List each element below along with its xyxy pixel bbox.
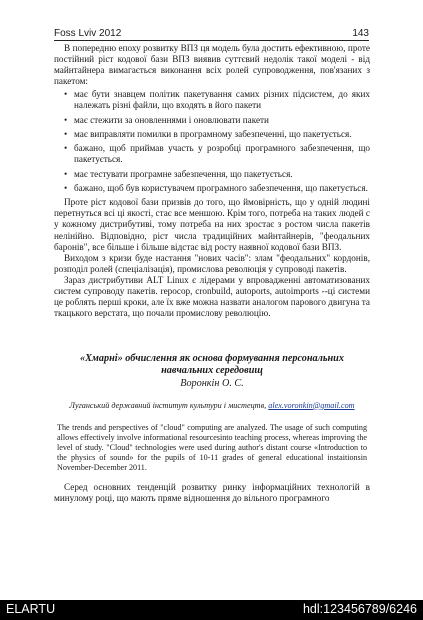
handle-identifier: hdl:123456789/6246	[302, 602, 417, 616]
bullet-icon: •	[64, 182, 68, 193]
bullet-icon: •	[64, 129, 68, 140]
paragraph: Виходом з кризи буде настання "нових часів": злам "феодальних" кордонів, розподіл ролей (спеціалізація), промислова революція у супроводі пакетів.	[54, 252, 370, 274]
list-item-text: має тестувати програмне забезпечення, що пакетується.	[74, 168, 293, 179]
article-abstract	[54, 423, 370, 473]
status-bar	[0, 600, 423, 620]
paragraph: Зараз дистрибутиви ALT Linux є лідерами у впровадженні автоматизованих систем супроводу пакетів. repocop, cronbuild, autoports, autoimports --ці системи це роблять перші кроки, але їх вже можна назвати аналогом парового двигуна та ткацького верстата, що почали промислову революцію.	[54, 274, 371, 319]
list-item	[64, 169, 370, 180]
article-title-line: «Хмарні» обчислення як основа формування персональних	[80, 353, 344, 365]
list-item-text: має бути знавцем політик пакетування самих різних підсистем, до яких належать різні файли, що входять в його пакети	[74, 89, 370, 111]
affiliation-text: Луганський державний інститут культури і мистецтв,	[69, 400, 267, 410]
list-item-text: має виправляти помилки в програмному забезпеченні, що пакетується.	[74, 129, 352, 140]
abstract-text: The trends and perspectives of "cloud" computing are analyzed. The usage of such computing allows effectively involve informational resourcesinto teaching process, whereas improving the level of study. "Cloud" technologies were used during author's distant course «Introduction to the physics of sound» for the pupils of 10-11 grades of general educational instaitionsin November-December 2011.	[57, 422, 367, 472]
section-spacer	[54, 319, 370, 353]
list-item	[64, 115, 370, 126]
conference-name: Foss Lviv 2012	[54, 28, 122, 39]
page-content	[54, 43, 370, 504]
article-intro-paragraph: Серед основних тенденцій розвитку ринку інформаційних технологій в минулому році, що мають пряме відношення до вільного програмного	[54, 481, 370, 503]
list-item	[64, 143, 370, 165]
list-item	[64, 183, 370, 194]
list-item-text: бажано, щоб приймав участь у розробці програмного забезпечення, що пакетується.	[74, 143, 370, 165]
paragraph: В попередню епоху розвитку ВПЗ ця модель була достить ефективною, проте постійний ріст кодової бази ВПЗ виявив суттєвий недолік такої моделі - від майнтайнера вимагається виконання всіх ролей супроводження, пов'язаних з пакетом:	[54, 43, 370, 87]
bullet-icon: •	[64, 168, 68, 179]
repository-name: ELARTU	[6, 602, 56, 616]
author-affiliation	[54, 400, 370, 411]
author-email-link[interactable]: alex.voronkin@gmail.com	[268, 400, 355, 410]
bullet-icon: •	[64, 143, 68, 154]
bullet-list	[54, 89, 370, 194]
list-item-text: має стежити за оновленнями і оновлювати пакети	[74, 114, 269, 125]
paragraph: Проте ріст кодової бази призвів до того, що ймовірність, що у одній людині перетнуться всі ці якості, стає все меншою. Крім того, потреба на таких людей с у кожному дистрибутиві, тому потреба на них зростає з ростом числа пакетів нелінійно. Відповідно, ріст числа традиційних майнтайнерів, "феодальних баронів", все більше і більше відстає від росту наявної кодової бази ВПЗ.	[54, 197, 370, 252]
bullet-icon: •	[64, 89, 68, 100]
bullet-icon: •	[64, 114, 68, 125]
list-item	[64, 89, 370, 111]
page-number: 143	[352, 28, 369, 39]
running-header	[54, 28, 369, 41]
article-author: Воронкін О. С.	[180, 377, 244, 389]
article-title-line: навчальних середовищ	[161, 365, 263, 377]
list-item-text: бажано, щоб був користувачем програмного забезпечення, що пакетується.	[74, 182, 368, 193]
list-item	[64, 129, 370, 140]
article-title	[54, 353, 370, 377]
